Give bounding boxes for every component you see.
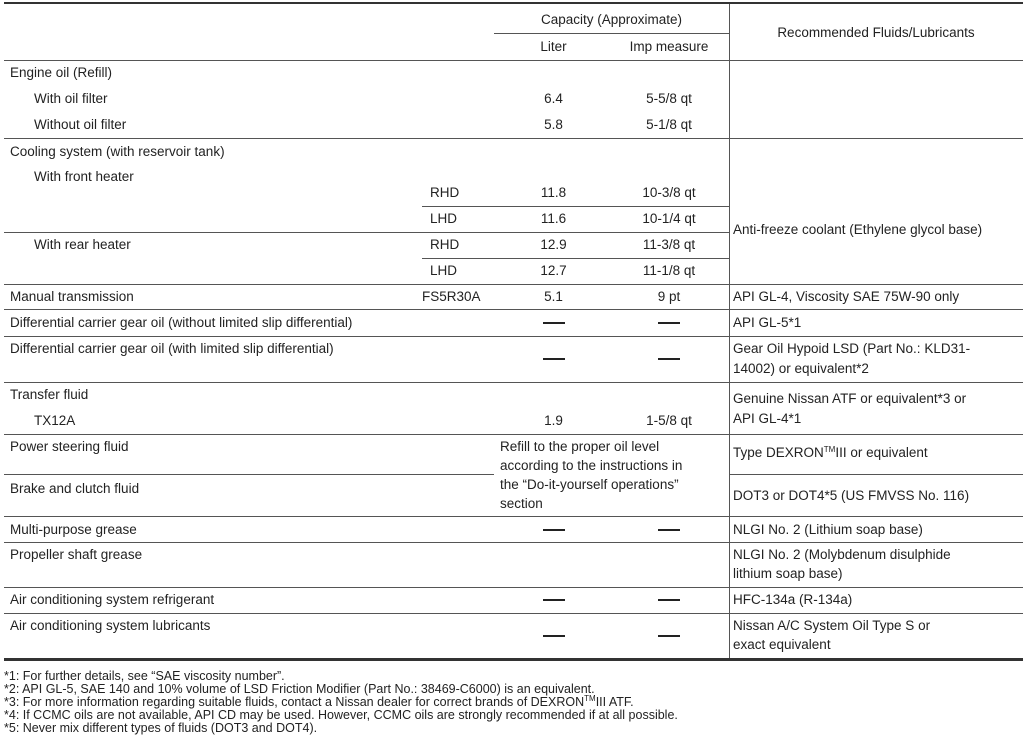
refill-note: Refill to the proper oil level [500,439,660,454]
row-divider [4,434,1023,435]
not-applicable-dash [516,590,591,609]
capacity-underline [494,33,729,34]
footnote-2: *2: API GL-5, SAE 140 and 10% volume of LSD Friction Modifier (Part No.: 38469-C6000) is an equivalent. [4,682,595,696]
row-divider [422,206,729,207]
recommended-value: lithium soap base) [733,566,843,581]
not-applicable-dash [604,590,734,609]
row-label: TX12A [34,413,76,428]
row-label: Differential carrier gear oil (without limited slip differential) [10,315,353,330]
table-top-rule [4,2,1023,4]
recommended-value: HFC-134a (R-134a) [733,592,853,607]
liter-value: 1.9 [544,413,563,428]
liter-value: 11.8 [540,185,567,200]
not-applicable-dash [516,313,591,332]
refill-note: section [500,496,543,511]
refill-note: according to the instructions in [500,458,683,473]
recommended-value: 14002) or equivalent*2 [733,361,869,376]
capacity-header: Capacity (Approximate) [540,12,683,27]
imp-value: 5-1/8 qt [646,117,692,132]
row-divider [729,474,1023,475]
refill-note: the “Do-it-yourself operations” [500,477,679,492]
row-divider [4,284,1023,285]
row-divider [4,382,1023,383]
imp-value: 5-5/8 qt [646,91,692,106]
row-label: Transfer fluid [10,387,89,402]
row-divider [4,542,1023,543]
not-applicable-dash [604,349,734,368]
liter-value: 11.6 [540,211,567,226]
row-label: Multi-purpose grease [10,522,137,537]
row-label: Manual transmission [10,289,134,304]
imp-value: 11-3/8 qt [642,237,696,252]
row-label: Air conditioning system lubricants [10,618,211,633]
row-divider [4,587,1023,588]
row-divider [4,232,729,233]
liter-value: 5.8 [544,117,563,132]
row-label: Engine oil (Refill) [10,65,113,80]
not-applicable-dash [516,520,591,539]
liter-value: 6.4 [544,91,563,106]
imp-value: 1-5/8 qt [646,413,692,428]
footnote-3: *3: For more information regarding suitable fluids, contact a Nissan dealer for correct brands of DEXRON™III ATF. [4,694,634,709]
imp-value: 10-1/4 qt [642,211,696,226]
row-label: With rear heater [34,237,131,252]
row-label: Differential carrier gear oil (with limited slip differential) [10,341,334,356]
liter-value: 12.9 [540,237,567,252]
imp-value: 9 pt [657,289,681,304]
footnote-5: *5: Never mix different types of fluids (DOT3 and DOT4). [4,721,318,735]
row-label: With front heater [34,169,134,184]
recommended-value: NLGI No. 2 (Lithium soap base) [733,522,923,537]
row-divider [4,60,1023,61]
not-applicable-dash [516,349,591,368]
liter-value: 5.1 [544,289,563,304]
not-applicable-dash [516,626,591,645]
footnote-4: *4: If CCMC oils are not available, API CD may be used. However, CCMC oils are strongly recommended if at all possible. [4,708,678,722]
recommended-value: NLGI No. 2 (Molybdenum disulphide [733,547,951,562]
model-code: FS5R30A [422,289,481,304]
row-divider [4,309,1023,310]
recommended-value: API GL-4, Viscosity SAE 75W-90 only [733,289,960,304]
row-label: Propeller shaft grease [10,547,143,562]
not-applicable-dash [604,313,734,332]
row-label: Cooling system (with reservoir tank) [10,144,225,159]
recommended-value: API GL-4*1 [733,411,802,426]
row-divider [4,336,1023,337]
row-divider [4,474,494,475]
drive-side: LHD [430,211,458,226]
recommended-header: Recommended Fluids/Lubricants [777,25,975,40]
recommended-value: Gear Oil Hypoid LSD (Part No.: KLD31- [733,341,971,356]
recommended-value: Anti-freeze coolant (Ethylene glycol base) [733,222,983,237]
table-bottom-rule [4,658,1023,661]
recommended-value: DOT3 or DOT4*5 (US FMVSS No. 116) [733,488,970,503]
row-label: Air conditioning system refrigerant [10,592,215,607]
drive-side: LHD [430,263,458,278]
footnote-1: *1: For further details, see “SAE viscosity number”. [4,669,285,683]
row-label: Brake and clutch fluid [10,481,140,496]
imp-value: 11-1/8 qt [642,263,696,278]
recommended-value: API GL-5*1 [733,315,802,330]
row-divider [4,516,1023,517]
fluids-capacity-table [4,0,1023,751]
drive-side: RHD [430,185,460,200]
recommended-value: exact equivalent [733,637,831,652]
row-divider [4,613,1023,614]
row-label: Without oil filter [34,117,127,132]
recommended-value: Type DEXRON™III or equivalent [733,445,928,460]
recommended-value: Nissan A/C System Oil Type S or [733,618,931,633]
row-label: Power steering fluid [10,439,129,454]
row-label: With oil filter [34,91,108,106]
imp-value: 10-3/8 qt [642,185,696,200]
liter-value: 12.7 [540,263,567,278]
imp-header: Imp measure [629,39,709,54]
not-applicable-dash [604,520,734,539]
row-divider [4,138,1023,139]
recommended-value: Genuine Nissan ATF or equivalent*3 or [733,391,967,406]
row-divider [422,258,729,259]
not-applicable-dash [604,626,734,645]
liter-header: Liter [540,39,567,54]
drive-side: RHD [430,237,460,252]
